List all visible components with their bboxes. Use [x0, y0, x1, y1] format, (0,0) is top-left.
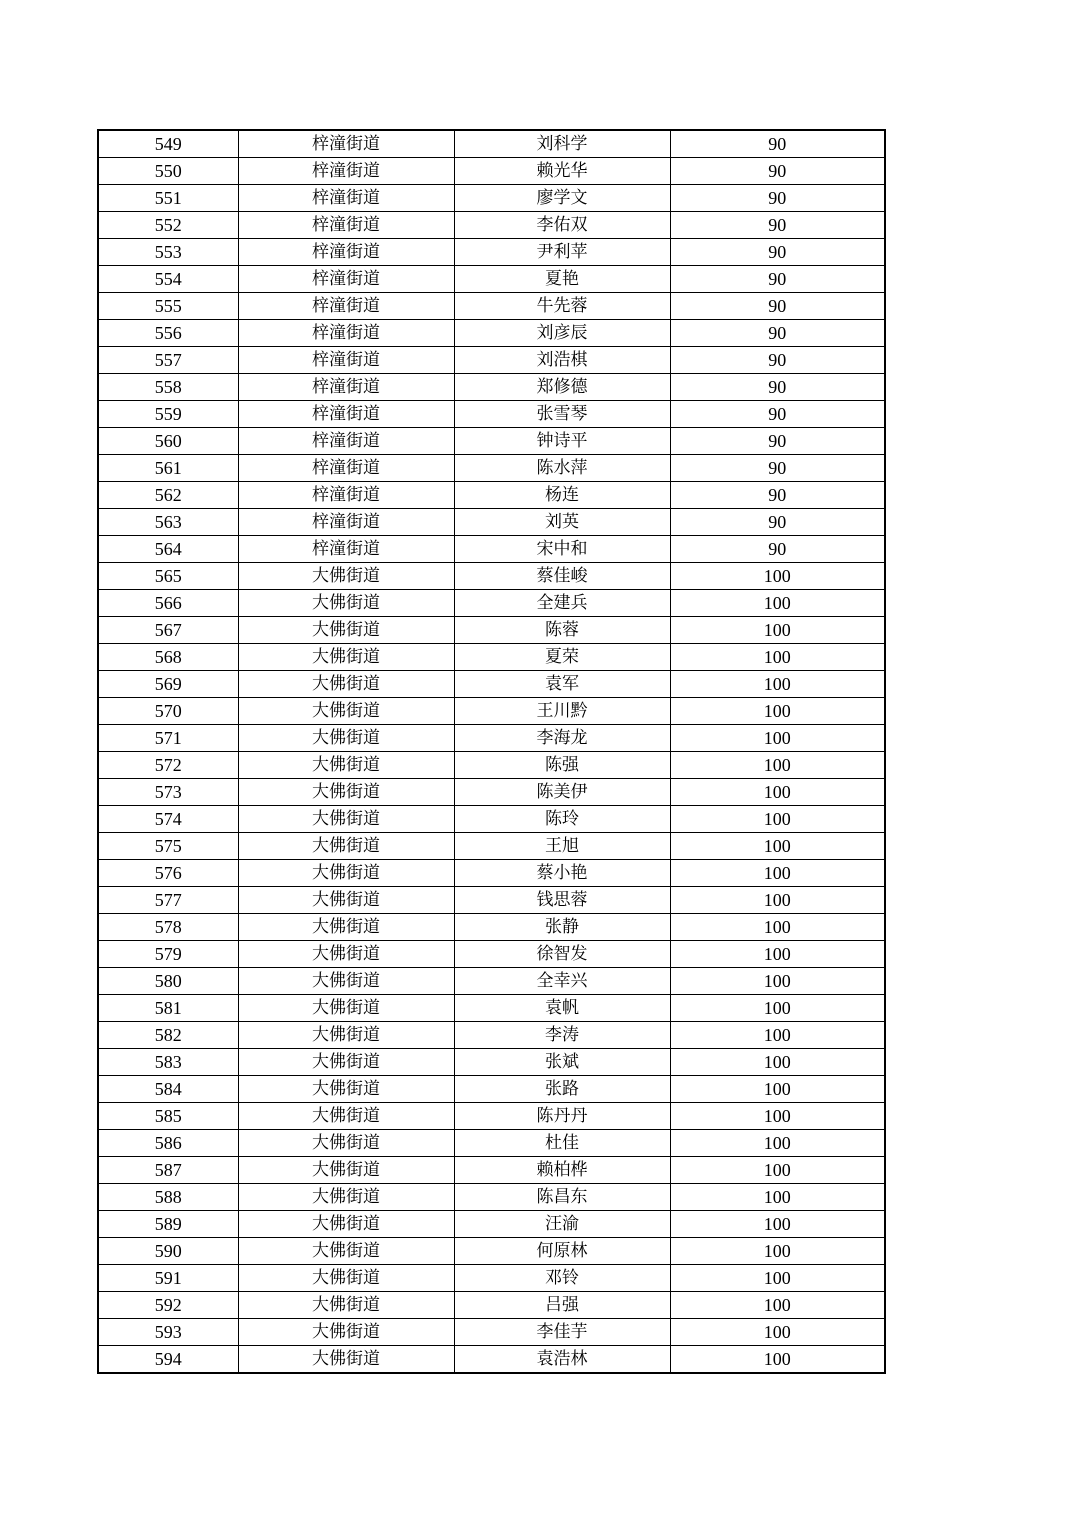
score-cell: 100	[670, 1319, 885, 1346]
table-row	[98, 617, 885, 644]
row-number-cell: 587	[98, 1157, 238, 1184]
score-cell: 90	[670, 266, 885, 293]
row-number-cell: 550	[98, 158, 238, 185]
district-cell: 大佛街道	[238, 698, 454, 725]
district-cell: 梓潼街道	[238, 266, 454, 293]
table-row	[98, 536, 885, 563]
score-cell: 90	[670, 130, 885, 158]
district-cell: 大佛街道	[238, 1130, 454, 1157]
score-cell: 100	[670, 671, 885, 698]
name-cell: 陈水萍	[454, 455, 670, 482]
name-cell: 王川黔	[454, 698, 670, 725]
table-row	[98, 239, 885, 266]
district-cell: 大佛街道	[238, 644, 454, 671]
name-cell: 陈强	[454, 752, 670, 779]
score-cell: 100	[670, 860, 885, 887]
table-row	[98, 320, 885, 347]
district-cell: 梓潼街道	[238, 374, 454, 401]
score-cell: 90	[670, 536, 885, 563]
table-row	[98, 860, 885, 887]
score-cell: 90	[670, 212, 885, 239]
district-cell: 大佛街道	[238, 1265, 454, 1292]
table-row	[98, 1265, 885, 1292]
score-cell: 100	[670, 1076, 885, 1103]
row-number-cell: 553	[98, 239, 238, 266]
name-cell: 刘科学	[454, 130, 670, 158]
district-cell: 大佛街道	[238, 887, 454, 914]
row-number-cell: 577	[98, 887, 238, 914]
table-row	[98, 833, 885, 860]
name-cell: 杨连	[454, 482, 670, 509]
district-cell: 大佛街道	[238, 1184, 454, 1211]
table-row	[98, 806, 885, 833]
score-cell: 100	[670, 1346, 885, 1374]
data-table	[97, 129, 886, 1374]
score-cell: 100	[670, 887, 885, 914]
score-cell: 90	[670, 239, 885, 266]
name-cell: 刘彦辰	[454, 320, 670, 347]
name-cell: 刘英	[454, 509, 670, 536]
table-row	[98, 725, 885, 752]
name-cell: 袁浩林	[454, 1346, 670, 1374]
name-cell: 夏艳	[454, 266, 670, 293]
district-cell: 大佛街道	[238, 1238, 454, 1265]
table-row	[98, 158, 885, 185]
score-cell: 100	[670, 1238, 885, 1265]
name-cell: 宋中和	[454, 536, 670, 563]
table-row	[98, 1292, 885, 1319]
row-number-cell: 590	[98, 1238, 238, 1265]
score-cell: 90	[670, 374, 885, 401]
table-row	[98, 130, 885, 158]
score-cell: 90	[670, 482, 885, 509]
name-cell: 全建兵	[454, 590, 670, 617]
name-cell: 徐智发	[454, 941, 670, 968]
table-row	[98, 1319, 885, 1346]
row-number-cell: 556	[98, 320, 238, 347]
district-cell: 大佛街道	[238, 914, 454, 941]
name-cell: 蔡佳峻	[454, 563, 670, 590]
row-number-cell: 578	[98, 914, 238, 941]
score-cell: 90	[670, 185, 885, 212]
name-cell: 张静	[454, 914, 670, 941]
row-number-cell: 564	[98, 536, 238, 563]
district-cell: 大佛街道	[238, 941, 454, 968]
score-cell: 100	[670, 590, 885, 617]
table-row	[98, 1049, 885, 1076]
district-cell: 大佛街道	[238, 833, 454, 860]
table-row	[98, 752, 885, 779]
district-cell: 梓潼街道	[238, 536, 454, 563]
score-cell: 100	[670, 1130, 885, 1157]
district-cell: 大佛街道	[238, 617, 454, 644]
district-cell: 大佛街道	[238, 1049, 454, 1076]
district-cell: 大佛街道	[238, 860, 454, 887]
table-row	[98, 509, 885, 536]
district-cell: 大佛街道	[238, 1103, 454, 1130]
district-cell: 大佛街道	[238, 995, 454, 1022]
table-row	[98, 1346, 885, 1374]
district-cell: 梓潼街道	[238, 185, 454, 212]
name-cell: 蔡小艳	[454, 860, 670, 887]
row-number-cell: 566	[98, 590, 238, 617]
name-cell: 杜佳	[454, 1130, 670, 1157]
score-cell: 100	[670, 725, 885, 752]
table-row	[98, 212, 885, 239]
table-row	[98, 401, 885, 428]
name-cell: 陈昌东	[454, 1184, 670, 1211]
district-cell: 大佛街道	[238, 671, 454, 698]
district-cell: 梓潼街道	[238, 320, 454, 347]
table-row	[98, 1130, 885, 1157]
table-row	[98, 590, 885, 617]
row-number-cell: 592	[98, 1292, 238, 1319]
name-cell: 廖学文	[454, 185, 670, 212]
row-number-cell: 580	[98, 968, 238, 995]
row-number-cell: 563	[98, 509, 238, 536]
score-cell: 100	[670, 698, 885, 725]
row-number-cell: 552	[98, 212, 238, 239]
table-row	[98, 698, 885, 725]
name-cell: 夏荣	[454, 644, 670, 671]
score-cell: 90	[670, 455, 885, 482]
row-number-cell: 554	[98, 266, 238, 293]
district-cell: 梓潼街道	[238, 455, 454, 482]
district-cell: 大佛街道	[238, 1211, 454, 1238]
name-cell: 何原林	[454, 1238, 670, 1265]
name-cell: 尹利苹	[454, 239, 670, 266]
name-cell: 陈蓉	[454, 617, 670, 644]
row-number-cell: 562	[98, 482, 238, 509]
name-cell: 赖柏桦	[454, 1157, 670, 1184]
row-number-cell: 567	[98, 617, 238, 644]
name-cell: 陈玲	[454, 806, 670, 833]
score-cell: 100	[670, 833, 885, 860]
row-number-cell: 560	[98, 428, 238, 455]
score-cell: 100	[670, 806, 885, 833]
table-body	[98, 130, 885, 1373]
row-number-cell: 572	[98, 752, 238, 779]
name-cell: 张路	[454, 1076, 670, 1103]
table-row	[98, 887, 885, 914]
name-cell: 袁军	[454, 671, 670, 698]
district-cell: 大佛街道	[238, 725, 454, 752]
table-row	[98, 1184, 885, 1211]
district-cell: 梓潼街道	[238, 130, 454, 158]
score-cell: 100	[670, 1022, 885, 1049]
score-cell: 90	[670, 320, 885, 347]
name-cell: 陈丹丹	[454, 1103, 670, 1130]
row-number-cell: 571	[98, 725, 238, 752]
district-cell: 梓潼街道	[238, 347, 454, 374]
table-row	[98, 1103, 885, 1130]
district-cell: 梓潼街道	[238, 482, 454, 509]
name-cell: 袁帆	[454, 995, 670, 1022]
district-cell: 大佛街道	[238, 590, 454, 617]
name-cell: 钱思蓉	[454, 887, 670, 914]
score-cell: 100	[670, 995, 885, 1022]
row-number-cell: 586	[98, 1130, 238, 1157]
name-cell: 全幸兴	[454, 968, 670, 995]
score-cell: 100	[670, 941, 885, 968]
district-cell: 大佛街道	[238, 968, 454, 995]
name-cell: 李佳芋	[454, 1319, 670, 1346]
score-cell: 100	[670, 914, 885, 941]
row-number-cell: 569	[98, 671, 238, 698]
row-number-cell: 593	[98, 1319, 238, 1346]
score-cell: 100	[670, 1049, 885, 1076]
row-number-cell: 565	[98, 563, 238, 590]
score-cell: 90	[670, 428, 885, 455]
score-cell: 100	[670, 1265, 885, 1292]
score-cell: 100	[670, 752, 885, 779]
district-cell: 大佛街道	[238, 779, 454, 806]
table-row	[98, 644, 885, 671]
row-number-cell: 549	[98, 130, 238, 158]
score-cell: 90	[670, 509, 885, 536]
table-row	[98, 995, 885, 1022]
score-cell: 100	[670, 1211, 885, 1238]
table-row	[98, 779, 885, 806]
row-number-cell: 575	[98, 833, 238, 860]
district-cell: 大佛街道	[238, 1292, 454, 1319]
score-cell: 100	[670, 1157, 885, 1184]
row-number-cell: 576	[98, 860, 238, 887]
score-cell: 100	[670, 617, 885, 644]
district-cell: 梓潼街道	[238, 509, 454, 536]
table-row	[98, 455, 885, 482]
district-cell: 梓潼街道	[238, 401, 454, 428]
table-row	[98, 374, 885, 401]
score-cell: 100	[670, 968, 885, 995]
table-row	[98, 293, 885, 320]
table-row	[98, 1211, 885, 1238]
district-cell: 梓潼街道	[238, 428, 454, 455]
district-cell: 大佛街道	[238, 1319, 454, 1346]
district-cell: 梓潼街道	[238, 239, 454, 266]
table-row	[98, 1022, 885, 1049]
score-cell: 100	[670, 1184, 885, 1211]
table-row	[98, 968, 885, 995]
district-cell: 大佛街道	[238, 1157, 454, 1184]
name-cell: 赖光华	[454, 158, 670, 185]
district-cell: 大佛街道	[238, 563, 454, 590]
row-number-cell: 582	[98, 1022, 238, 1049]
table-row	[98, 347, 885, 374]
table-row	[98, 1238, 885, 1265]
table-row	[98, 1076, 885, 1103]
name-cell: 郑修德	[454, 374, 670, 401]
district-cell: 大佛街道	[238, 806, 454, 833]
row-number-cell: 594	[98, 1346, 238, 1374]
row-number-cell: 573	[98, 779, 238, 806]
district-cell: 大佛街道	[238, 1076, 454, 1103]
table-row	[98, 1157, 885, 1184]
name-cell: 李佑双	[454, 212, 670, 239]
row-number-cell: 583	[98, 1049, 238, 1076]
row-number-cell: 559	[98, 401, 238, 428]
table-row	[98, 563, 885, 590]
score-cell: 100	[670, 644, 885, 671]
row-number-cell: 591	[98, 1265, 238, 1292]
name-cell: 刘浩棋	[454, 347, 670, 374]
score-cell: 90	[670, 158, 885, 185]
row-number-cell: 574	[98, 806, 238, 833]
row-number-cell: 585	[98, 1103, 238, 1130]
district-cell: 大佛街道	[238, 1022, 454, 1049]
district-cell: 梓潼街道	[238, 212, 454, 239]
row-number-cell: 551	[98, 185, 238, 212]
name-cell: 王旭	[454, 833, 670, 860]
name-cell: 张雪琴	[454, 401, 670, 428]
row-number-cell: 568	[98, 644, 238, 671]
row-number-cell: 561	[98, 455, 238, 482]
name-cell: 吕强	[454, 1292, 670, 1319]
table-row	[98, 941, 885, 968]
row-number-cell: 588	[98, 1184, 238, 1211]
name-cell: 邓铃	[454, 1265, 670, 1292]
name-cell: 汪渝	[454, 1211, 670, 1238]
name-cell: 陈美伊	[454, 779, 670, 806]
table-row	[98, 482, 885, 509]
name-cell: 李涛	[454, 1022, 670, 1049]
table-row	[98, 185, 885, 212]
row-number-cell: 555	[98, 293, 238, 320]
score-cell: 100	[670, 1103, 885, 1130]
score-cell: 90	[670, 293, 885, 320]
row-number-cell: 558	[98, 374, 238, 401]
row-number-cell: 581	[98, 995, 238, 1022]
table-row	[98, 914, 885, 941]
row-number-cell: 557	[98, 347, 238, 374]
row-number-cell: 570	[98, 698, 238, 725]
district-cell: 梓潼街道	[238, 158, 454, 185]
name-cell: 钟诗平	[454, 428, 670, 455]
score-cell: 100	[670, 563, 885, 590]
table-row	[98, 671, 885, 698]
name-cell: 牛先蓉	[454, 293, 670, 320]
name-cell: 李海龙	[454, 725, 670, 752]
row-number-cell: 584	[98, 1076, 238, 1103]
district-cell: 大佛街道	[238, 752, 454, 779]
score-cell: 100	[670, 779, 885, 806]
name-cell: 张斌	[454, 1049, 670, 1076]
row-number-cell: 579	[98, 941, 238, 968]
score-cell: 100	[670, 1292, 885, 1319]
table-row	[98, 428, 885, 455]
district-cell: 大佛街道	[238, 1346, 454, 1374]
score-cell: 90	[670, 401, 885, 428]
score-cell: 90	[670, 347, 885, 374]
district-cell: 梓潼街道	[238, 293, 454, 320]
table-row	[98, 266, 885, 293]
row-number-cell: 589	[98, 1211, 238, 1238]
